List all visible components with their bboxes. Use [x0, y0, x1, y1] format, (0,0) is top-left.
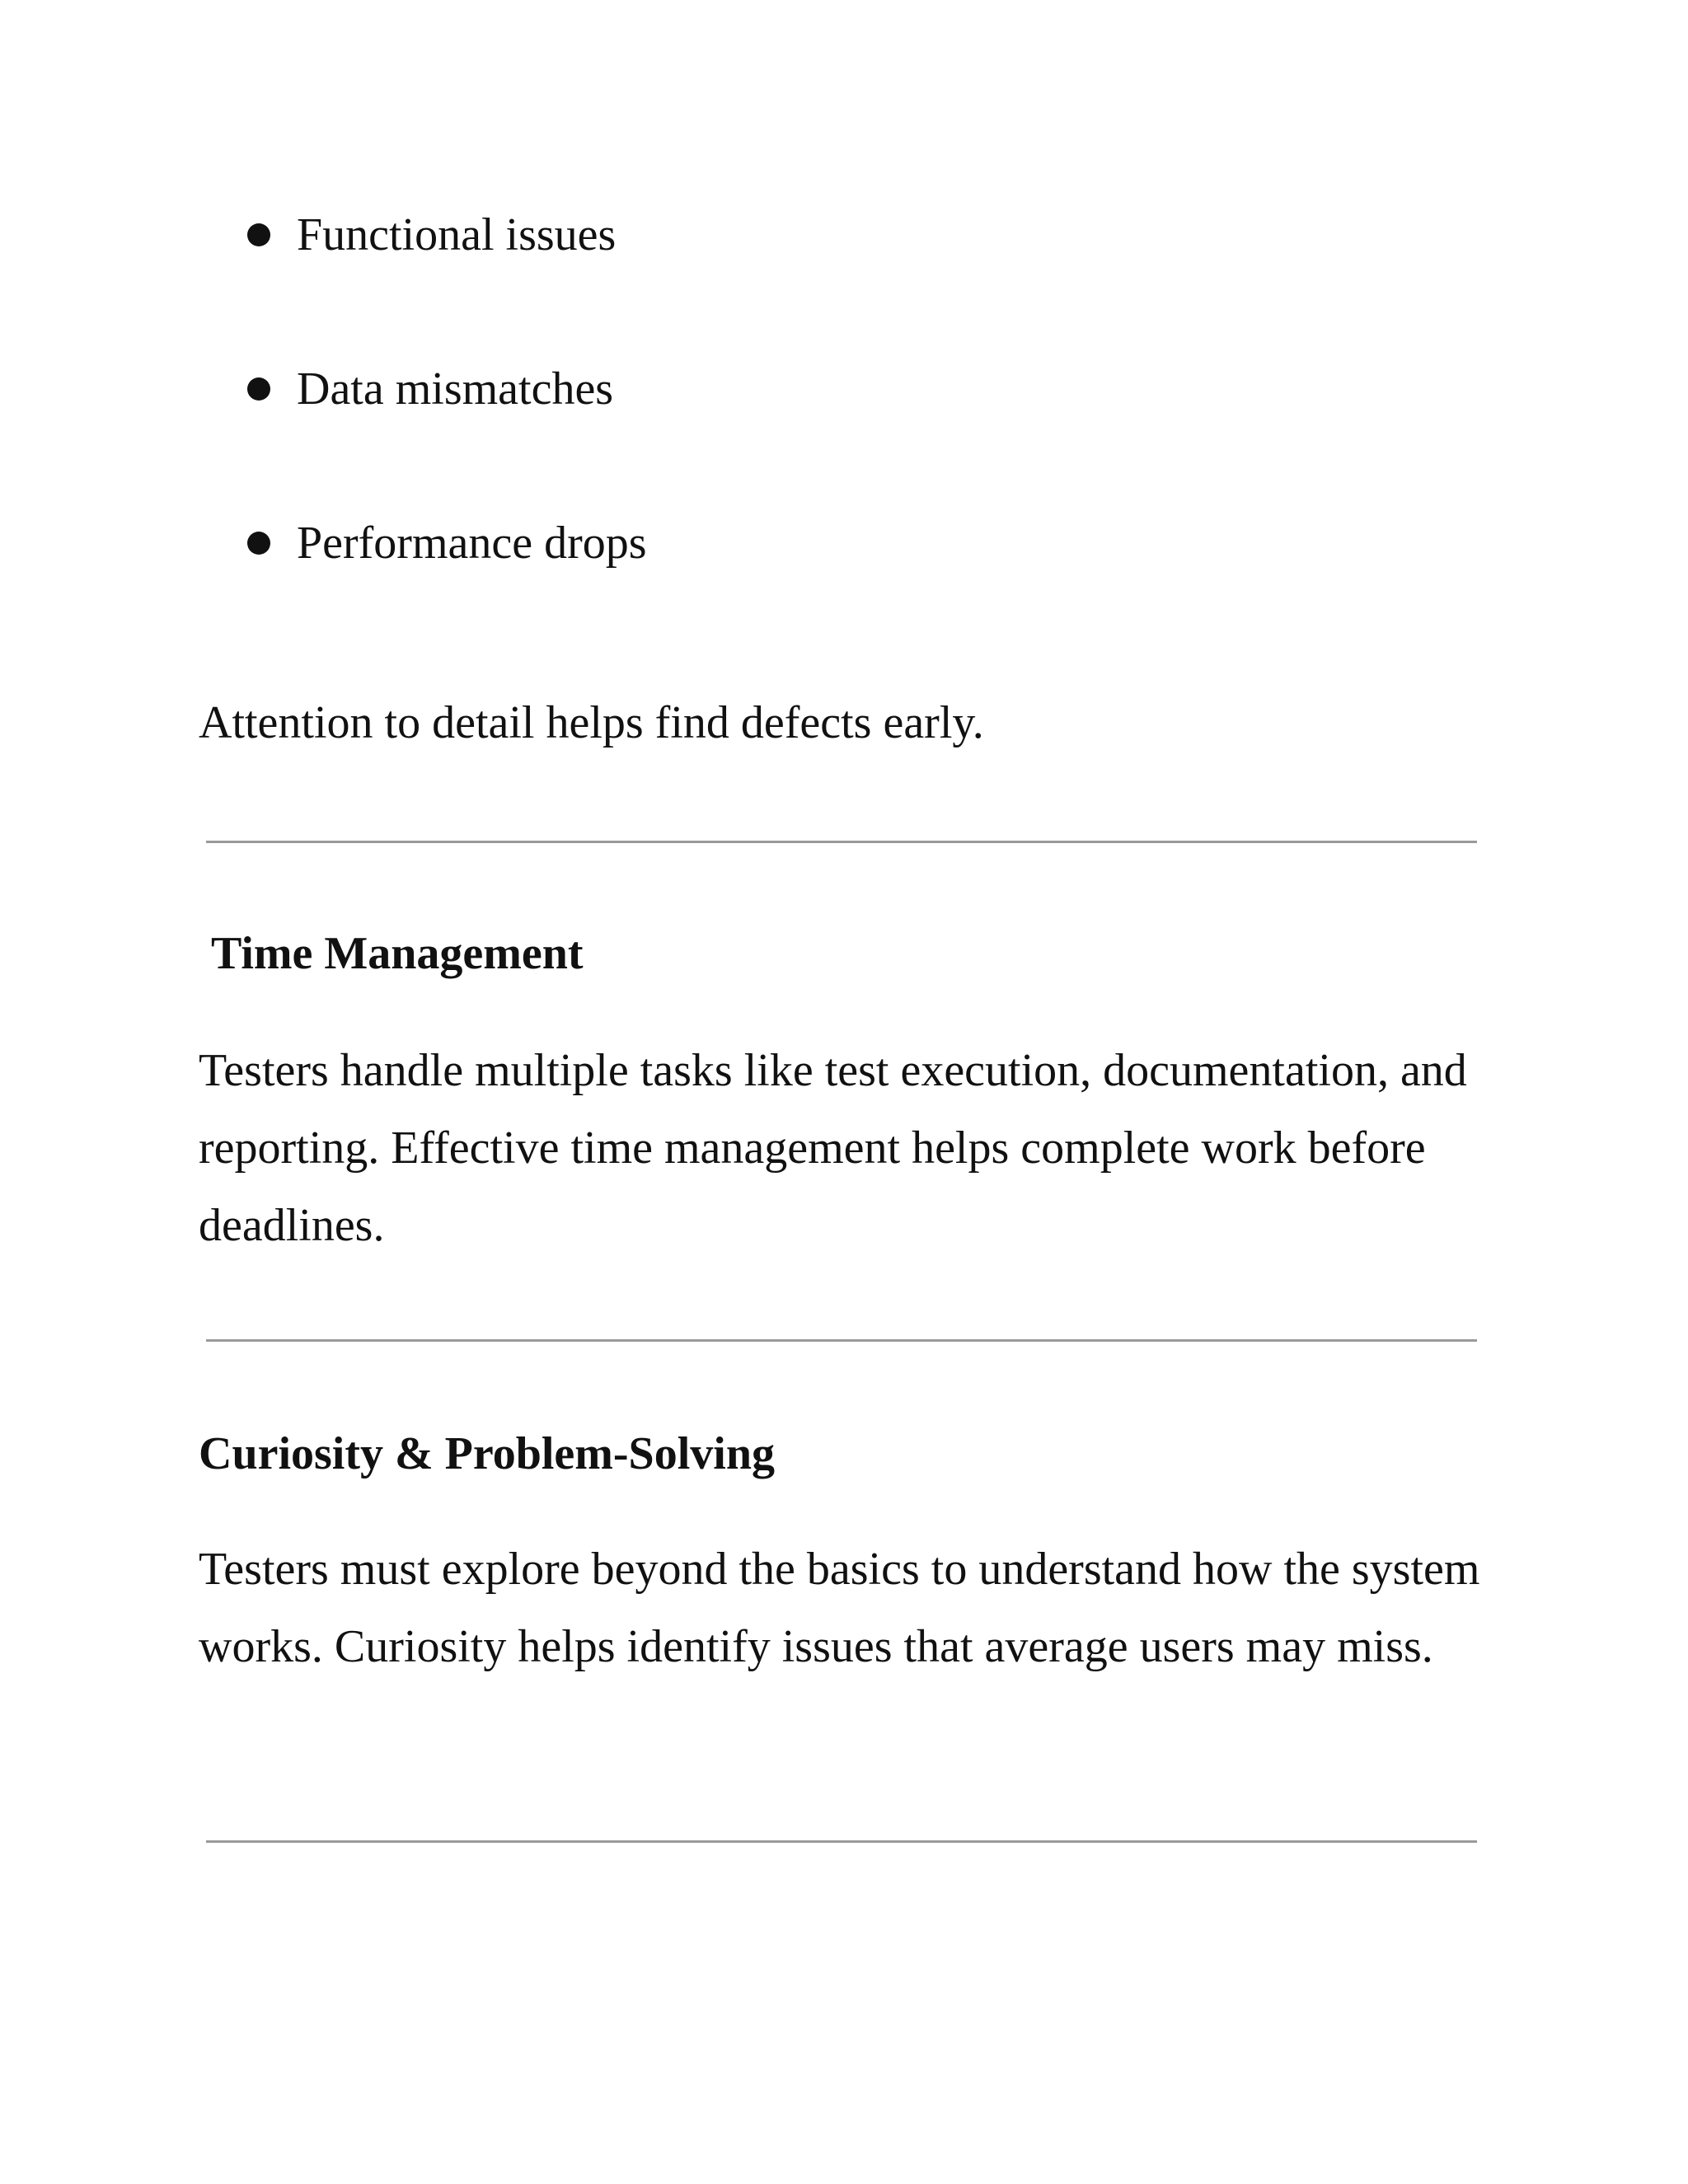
- attention-paragraph: Attention to detail helps find defects early.: [199, 697, 984, 748]
- section-divider: [206, 841, 1477, 843]
- time-management-body: Testers handle multiple tasks like test execution, documentation, and reporting. Effective time management helps complete work before deadlines.: [199, 1045, 1467, 1251]
- list-item: [247, 352, 647, 426]
- time-management-heading: Time Management: [211, 928, 584, 979]
- bullet-icon: [247, 532, 270, 555]
- curiosity-heading: Curiosity & Problem-Solving: [199, 1428, 775, 1479]
- issue-bullet-list: [247, 198, 647, 660]
- section-divider: [206, 1339, 1477, 1342]
- list-item-text: Functional issues: [297, 209, 617, 260]
- bullet-icon: [247, 223, 270, 246]
- list-item: [247, 198, 647, 272]
- list-item: [247, 506, 647, 580]
- list-item-text: Data mismatches: [297, 363, 614, 415]
- curiosity-body: Testers must explore beyond the basics to understand how the system works. Curiosity helps identify issues that average users may miss.: [199, 1544, 1480, 1672]
- bullet-icon: [247, 377, 270, 401]
- list-item-text: Performance drops: [297, 518, 647, 569]
- section-divider: [206, 1840, 1477, 1843]
